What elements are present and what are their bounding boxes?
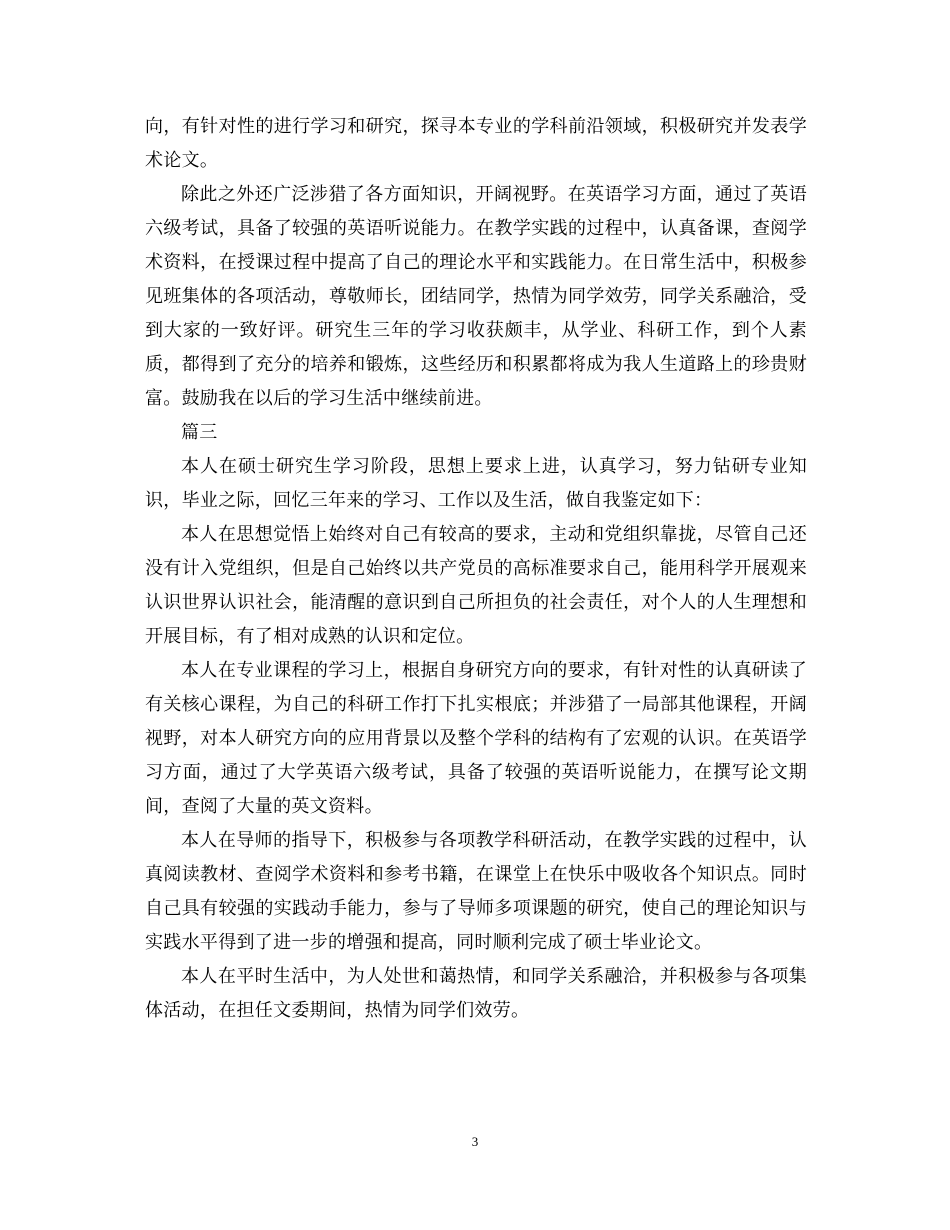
paragraph-broad-knowledge: 除此之外还广泛涉猎了各方面知识，开阔视野。在英语学习方面，通过了英语六级考试，具备了较强的英语听说能力。在教学实践的过程中，认真备课，查阅学术资料，在授课过程中提高了自己的理论水平和实践能力。在日常生活中，积极参见班集体的各项活动，尊敬师长，团结同学，热情为同学效劳，同学关系融洽，受到大家的一致好评。研究生三年的学习收获颇丰，从学业、科研工作，到个人素质，都得到了充分的培养和锻炼，这些经历和积累都将成为我人生道路上的珍贵财富。鼓励我在以后的学习生活中继续前进。 — [145, 184, 807, 409]
page-number: 3 — [471, 1134, 479, 1149]
paragraph-coursework: 本人在专业课程的学习上，根据自身研究方向的要求，有针对性的认真研读了有关核心课程，为自己的科研工作打下扎实根底；并涉猎了一局部其他课程，开阔视野，对本人研究方向的应用背景以及整个学科的结构有了宏观的认识。在英语学习方面，通过了大学英语六级考试，具备了较强的英语听说能力，在撰写论文期间，查阅了大量的英文资料。 — [145, 660, 807, 817]
section-heading: 篇三 — [181, 422, 218, 443]
paragraph-continuation: 向，有针对性的进行学习和研究，探寻本专业的学科前沿领域，积极研究并发表学术论文。 — [145, 116, 807, 171]
paragraph-daily-life: 本人在平时生活中，为人处世和蔼热情，和同学关系融洽，并积极参与各项集体活动，在担任文委期间，热情为同学们效劳。 — [145, 966, 807, 1021]
document-body — [145, 110, 807, 1028]
paragraph-intro: 本人在硕士研究生学习阶段，思想上要求上进，认真学习，努力钻研专业知识，毕业之际，回忆三年来的学习、工作以及生活，做自我鉴定如下： — [145, 456, 807, 511]
paragraph-ideology: 本人在思想觉悟上始终对自己有较高的要求，主动和党组织靠拢，尽管自己还没有计入党组织，但是自己始终以共产党员的高标准要求自己，能用科学开展观来认识世界认识社会，能清醒的意识到自己所担负的社会责任，对个人的人生理想和开展目标，有了相对成熟的认识和定位。 — [145, 524, 807, 647]
paragraph-research: 本人在导师的指导下，积极参与各项教学科研活动，在教学实践的过程中，认真阅读教材、查阅学术资料和参考书籍，在课堂上在快乐中吸收各个知识点。同时自己具有较强的实践动手能力，参与了导师多项课题的研究，使自己的理论知识与实践水平得到了进一步的增强和提高，同时顺利完成了硕士毕业论文。 — [145, 830, 807, 953]
